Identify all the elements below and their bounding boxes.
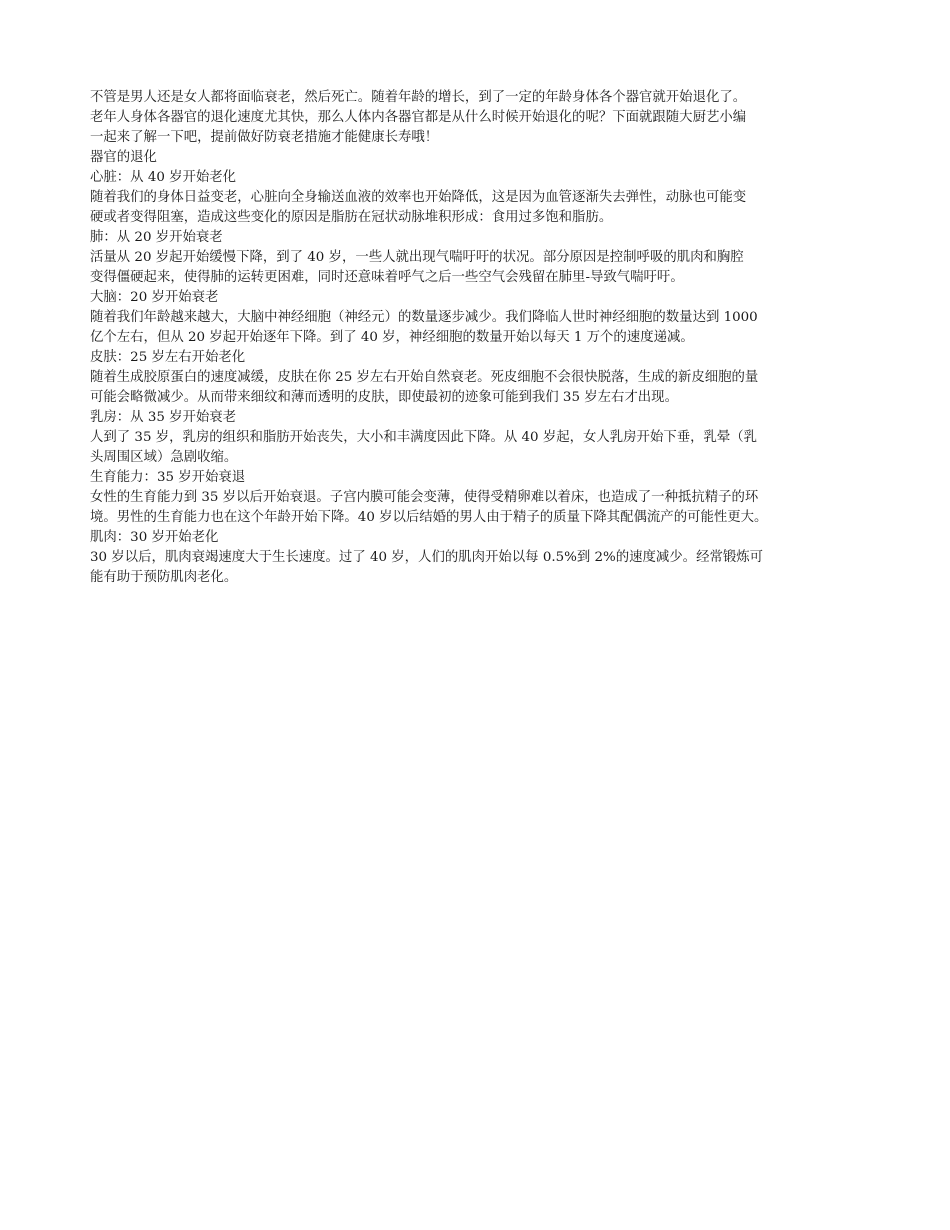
section-heading: 肺：从 20 岁开始衰老 [90,230,223,245]
paragraph-line: 亿个左右，但从 20 岁起开始逐年下降。到了 40 岁，神经细胞的数量开始以每天 1 万个的速度递减。 [90,330,694,345]
paragraph-line: 30 岁以后，肌肉衰竭速度大于生长速度。过了 40 岁，人们的肌肉开始以每 0.5%到 2%的速度减少。经常锻炼可 [90,550,764,565]
paragraph-line: 能有助于预防肌肉老化。 [90,570,238,585]
paragraph-line: 变得僵硬起来，使得肺的运转更困难，同时还意味着呼气之后一些空气会残留在肺里-导致气喘吁吁。 [90,270,684,285]
paragraph-line: 随着生成胶原蛋白的速度减缓，皮肤在你 25 岁左右开始自然衰老。死皮细胞不会很快脱落，生成的新皮细胞的量 [90,370,759,385]
intro-line: 不管是男人还是女人都将面临衰老，然后死亡。随着年龄的增长，到了一定的年龄身体各个器官就开始退化了。 [90,90,747,105]
paragraph-line: 活量从 20 岁起开始缓慢下降，到了 40 岁，一些人就出现气喘吁吁的状况。部分原因是控制呼吸的肌肉和胸腔 [90,250,744,265]
section-breast [90,408,870,468]
paragraph-line: 境。男性的生育能力也在这个年龄开始下降。40 岁以后结婚的男人由于精子的质量下降其配偶流产的可能性更大。 [90,510,768,525]
section-heading: 乳房：从 35 岁开始衰老 [90,410,237,425]
section-heading: 大脑：20 岁开始衰老 [90,290,219,305]
section-heading: 生育能力：35 岁开始衰退 [90,470,246,485]
section-heading: 皮肤：25 岁左右开始老化 [90,350,246,365]
paragraph-line: 头周围区域）急剧收缩。 [90,450,238,465]
section-brain [90,288,870,348]
paragraph-line: 随着我们年龄越来越大，大脑中神经细胞（神经元）的数量逐步减少。我们降临人世时神经细胞的数量达到 1000 [90,310,758,325]
document-page [90,88,870,588]
paragraph-line: 随着我们的身体日益变老，心脏向全身输送血液的效率也开始降低，这是因为血管逐渐失去弹性，动脉也可能变 [90,190,747,205]
intro-paragraph [90,88,870,148]
paragraph-line: 女性的生育能力到 35 岁以后开始衰退。子宫内膜可能会变薄，使得受精卵难以着床，也造成了一种抵抗精子的环 [90,490,759,505]
paragraph-line: 人到了 35 岁，乳房的组织和脂肪开始丧失，大小和丰满度因此下降。从 40 岁起，女人乳房开始下垂，乳晕（乳 [90,430,758,445]
intro-line: 老年人身体各器官的退化速度尤其快，那么人体内各器官都是从什么时候开始退化的呢？下面就跟随大厨艺小编 [90,110,747,125]
section-heart [90,168,870,228]
section-fertility [90,468,870,528]
paragraph-line: 可能会略微减少。从而带来细纹和薄而透明的皮肤，即使最初的迹象可能到我们 35 岁左右才出现。 [90,390,678,405]
section-heading: 心脏：从 40 岁开始老化 [90,170,237,185]
document-title: 器官的退化 [90,150,157,165]
section-heading: 肌肉：30 岁开始老化 [90,530,219,545]
section-skin [90,348,870,408]
section-muscle [90,528,870,588]
paragraph-line: 硬或者变得阻塞，造成这些变化的原因是脂肪在冠状动脉堆积形成：食用过多饱和脂肪。 [90,210,613,225]
intro-line: 一起来了解一下吧，提前做好防衰老措施才能健康长寿哦！ [90,130,439,145]
section-lung [90,228,870,288]
